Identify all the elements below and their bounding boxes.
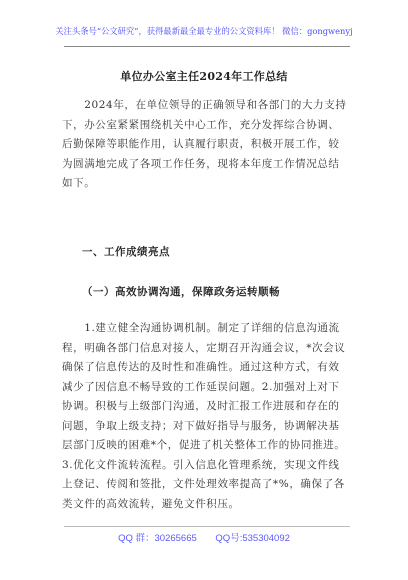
document-title: 单位办公室主任2024年工作总结 [120,70,288,83]
intro-line: 为圆满地完成了各项工作任务，现将本年度工作情况总结 [62,157,340,170]
intro-line: 后勤保障等职能作用，认真履行职责，积极开展工作，较 [62,138,340,150]
intro-line: 如下。 [62,177,96,189]
footer-divider [64,526,350,527]
header-banner-text: 关注头条号“公文研究”，获得最新最全最专业的公文资料库！ 微信：gongwenyj [55,26,353,36]
footer-qq-group: QQ 群：30265665 [118,533,197,544]
header-divider [64,46,350,47]
section-heading: 一、工作成绩亮点 [82,246,170,258]
body-line: 类文件的高效流转，避免文件积压。 [62,497,240,510]
footer-qq-number: QQ号:535304092 [215,533,290,544]
body-line: 1.建立健全沟通协调机制。制定了详细的信息沟通流 [62,322,340,334]
body-line: 上登记、传阅和签批，文件处理效率提高了*%，确保了各 [62,478,345,490]
intro-line: 下，办公室紧紧围绕机关中心工作，充分发挥综合协调、 [62,118,340,131]
intro-line: 2024年，在单位领导的正确领导和各部门的大力支持 [62,99,347,111]
body-line: 3.优化文件流转流程。引入信息化管理系统，实现文件线 [62,458,340,471]
footer [0,530,408,544]
header-banner [0,25,408,37]
body-line: 减少了因信息不畅导致的工作延误问题。2.加强对上对下 [62,380,340,393]
body-line: 确保了信息传达的及时性和准确性。通过这种方式，有效 [62,361,340,373]
body-paragraph [62,319,350,514]
body-line: 程，明确各部门信息对接人，定期召开沟通会议，*次会议 [62,341,346,354]
body-line: 层部门反映的困难*个，促进了机关整体工作的协同推进。 [62,439,346,451]
intro-paragraph [62,96,350,194]
subsection-heading: （一）高效协调沟通，保障政务运转顺畅 [82,286,280,298]
body-line: 协调。积极与上级部门沟通，及时汇报工作进展和存在的 [62,400,340,412]
body-line: 问题，争取上级支持；对下做好指导与服务，协调解决基 [62,419,340,432]
